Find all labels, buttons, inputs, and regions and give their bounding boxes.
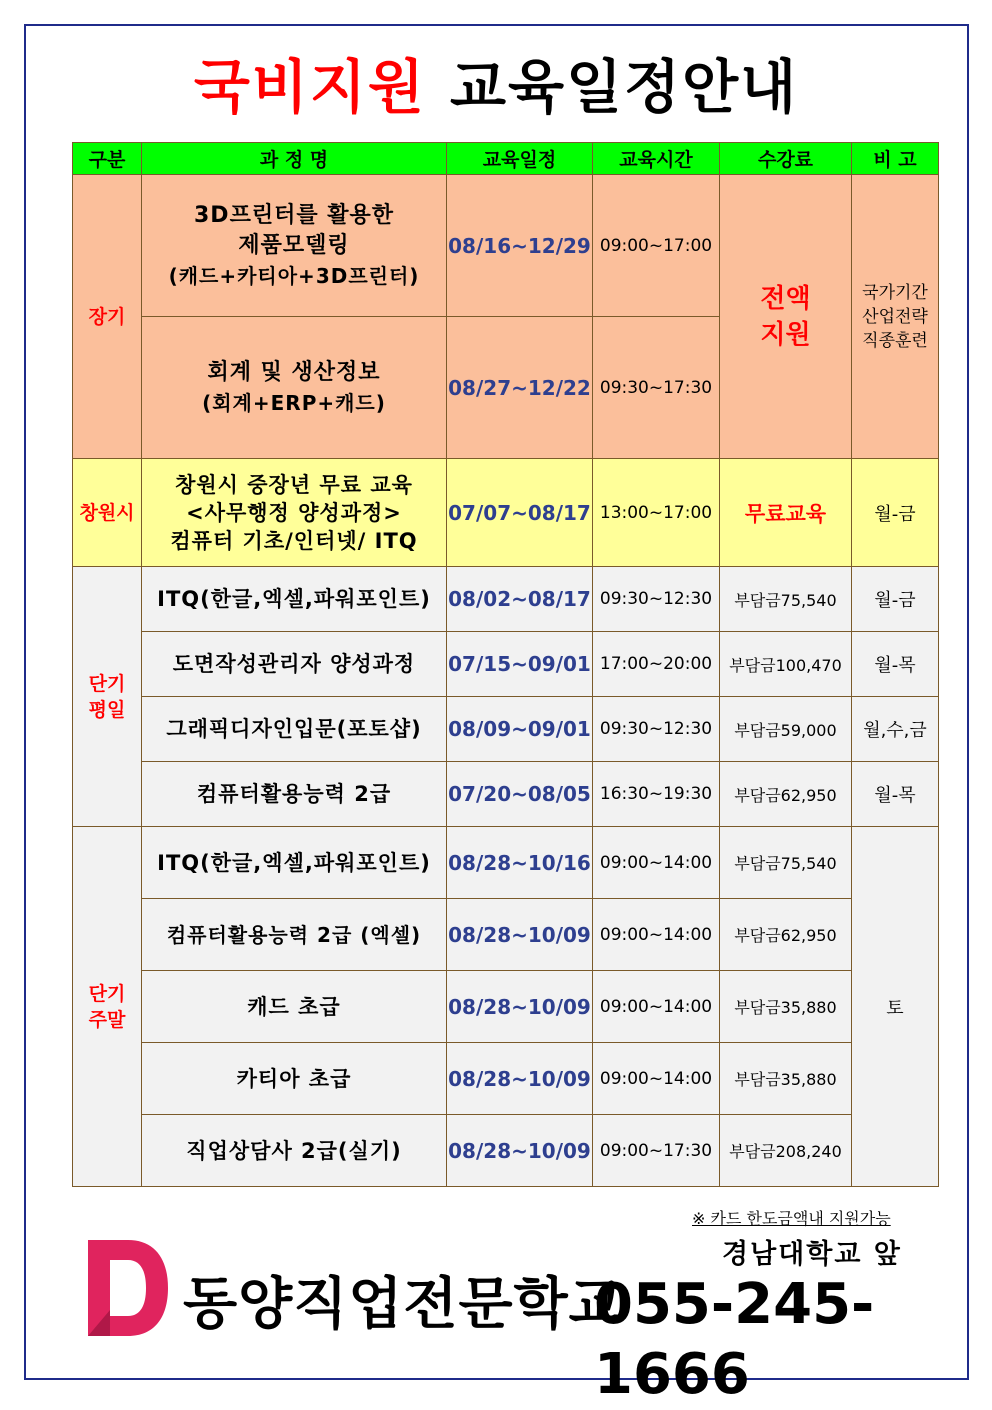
course-dates: 08/27~12/22	[447, 317, 593, 459]
course-fee: 부담금62,950	[720, 899, 852, 971]
table-row	[73, 459, 939, 567]
course-time: 09:30~12:30	[593, 697, 720, 762]
course-days: 월-금	[852, 459, 939, 567]
course-name: ITQ(한글,엑셀,파워포인트)	[142, 827, 447, 899]
course-line: 제품모델링	[238, 232, 350, 258]
course-days: 월,수,금	[852, 697, 939, 762]
note-line: 직종훈련	[862, 330, 928, 351]
fee-free: 무료교육	[720, 459, 852, 567]
category-line: 주말	[88, 1008, 126, 1031]
course-fee: 부담금100,470	[720, 632, 852, 697]
category-short-weekday	[73, 567, 142, 827]
course-name: 그래픽디자인입문(포토샵)	[142, 697, 447, 762]
course-dates: 08/09~09/01	[447, 697, 593, 762]
course-line: 회계 및 생산정보	[207, 359, 381, 385]
course-time: 09:00~14:00	[593, 1043, 720, 1115]
course-dates: 07/07~08/17	[447, 459, 593, 567]
note-line: 산업전략	[862, 306, 928, 327]
category-long-term: 장기	[73, 175, 142, 459]
header-note: 비 고	[852, 143, 939, 175]
course-time: 09:00~14:00	[593, 971, 720, 1043]
course-dates: 08/28~10/09	[447, 971, 593, 1043]
fee-full-support	[720, 175, 852, 459]
location-text: 경남대학교 앞	[722, 1239, 902, 1270]
page-title	[0, 52, 992, 122]
table-row	[73, 762, 939, 827]
course-days: 월-목	[852, 632, 939, 697]
course-name: 컴퓨터활용능력 2급 (엑셀)	[142, 899, 447, 971]
course-name	[142, 175, 447, 317]
course-line: (캐드+카티아+3D프린터)	[168, 263, 420, 288]
course-name	[142, 317, 447, 459]
course-time: 09:00~14:00	[593, 827, 720, 899]
category-line: 평일	[88, 698, 126, 721]
table-row	[73, 1115, 939, 1187]
title-main: 교육일정안내	[449, 53, 799, 121]
category-line: 단기	[88, 672, 126, 695]
course-line: 창원시 중장년 무료 교육	[175, 472, 413, 497]
category-short-weekend	[73, 827, 142, 1187]
course-fee: 부담금62,950	[720, 762, 852, 827]
course-time: 09:00~14:00	[593, 899, 720, 971]
fee-line: 지원	[760, 319, 811, 350]
course-name	[142, 459, 447, 567]
category-changwon: 창원시	[73, 459, 142, 567]
course-line: (회계+ERP+캐드)	[202, 390, 386, 415]
course-name: 도면작성관리자 양성과정	[142, 632, 447, 697]
header-course: 과 정 명	[142, 143, 447, 175]
header-row	[73, 143, 939, 175]
table-row	[73, 1043, 939, 1115]
course-days: 월-목	[852, 762, 939, 827]
category-line: 단기	[88, 982, 126, 1005]
course-dates: 07/20~08/05	[447, 762, 593, 827]
note-line: 국가기간	[862, 282, 928, 303]
course-fee: 부담금59,000	[720, 697, 852, 762]
course-days: 월-금	[852, 567, 939, 632]
table-row	[73, 899, 939, 971]
course-name: 직업상담사 2급(실기)	[142, 1115, 447, 1187]
course-fee: 부담금35,880	[720, 971, 852, 1043]
header-category: 구분	[73, 143, 142, 175]
table-row	[73, 971, 939, 1043]
course-dates: 08/28~10/09	[447, 899, 593, 971]
course-dates: 08/02~08/17	[447, 567, 593, 632]
course-fee: 부담금35,880	[720, 1043, 852, 1115]
course-name: 컴퓨터활용능력 2급	[142, 762, 447, 827]
course-time: 13:00~17:00	[593, 459, 720, 567]
header-fee: 수강료	[720, 143, 852, 175]
header-time: 교육시간	[593, 143, 720, 175]
table-row	[73, 697, 939, 762]
course-time: 09:00~17:30	[593, 1115, 720, 1187]
course-line: 컴퓨터 기초/인터넷/ ITQ	[170, 528, 418, 553]
school-logo-icon	[88, 1240, 168, 1336]
course-name: 카티아 초급	[142, 1043, 447, 1115]
course-dates: 07/15~09/01	[447, 632, 593, 697]
course-dates: 08/16~12/29	[447, 175, 593, 317]
course-name: ITQ(한글,엑셀,파워포인트)	[142, 567, 447, 632]
course-time: 09:30~17:30	[593, 317, 720, 459]
course-dates: 08/28~10/16	[447, 827, 593, 899]
course-line: 3D프린터를 활용한	[194, 202, 394, 228]
course-line: <사무행정 양성과정>	[186, 500, 402, 525]
course-time: 17:00~20:00	[593, 632, 720, 697]
course-days: 토	[852, 827, 939, 1187]
course-name: 캐드 초급	[142, 971, 447, 1043]
course-fee: 부담금75,540	[720, 827, 852, 899]
schedule-table	[72, 142, 939, 1187]
table-row	[73, 175, 939, 317]
phone-number: 055-245-1666	[594, 1272, 875, 1407]
table-row	[73, 827, 939, 899]
note-training-type	[852, 175, 939, 459]
header-dates: 교육일정	[447, 143, 593, 175]
title-highlight: 국비지원	[193, 53, 426, 121]
school-name: 동양직업전문학교	[183, 1272, 624, 1337]
course-fee: 부담금75,540	[720, 567, 852, 632]
course-time: 16:30~19:30	[593, 762, 720, 827]
table-row	[73, 567, 939, 632]
fee-line: 전액	[760, 283, 811, 314]
course-fee: 부담금208,240	[720, 1115, 852, 1187]
course-time: 09:00~17:00	[593, 175, 720, 317]
card-support-note: ※ 카드 한도금액내 지원가능	[692, 1209, 891, 1228]
course-time: 09:30~12:30	[593, 567, 720, 632]
course-dates: 08/28~10/09	[447, 1043, 593, 1115]
table-row	[73, 632, 939, 697]
course-dates: 08/28~10/09	[447, 1115, 593, 1187]
